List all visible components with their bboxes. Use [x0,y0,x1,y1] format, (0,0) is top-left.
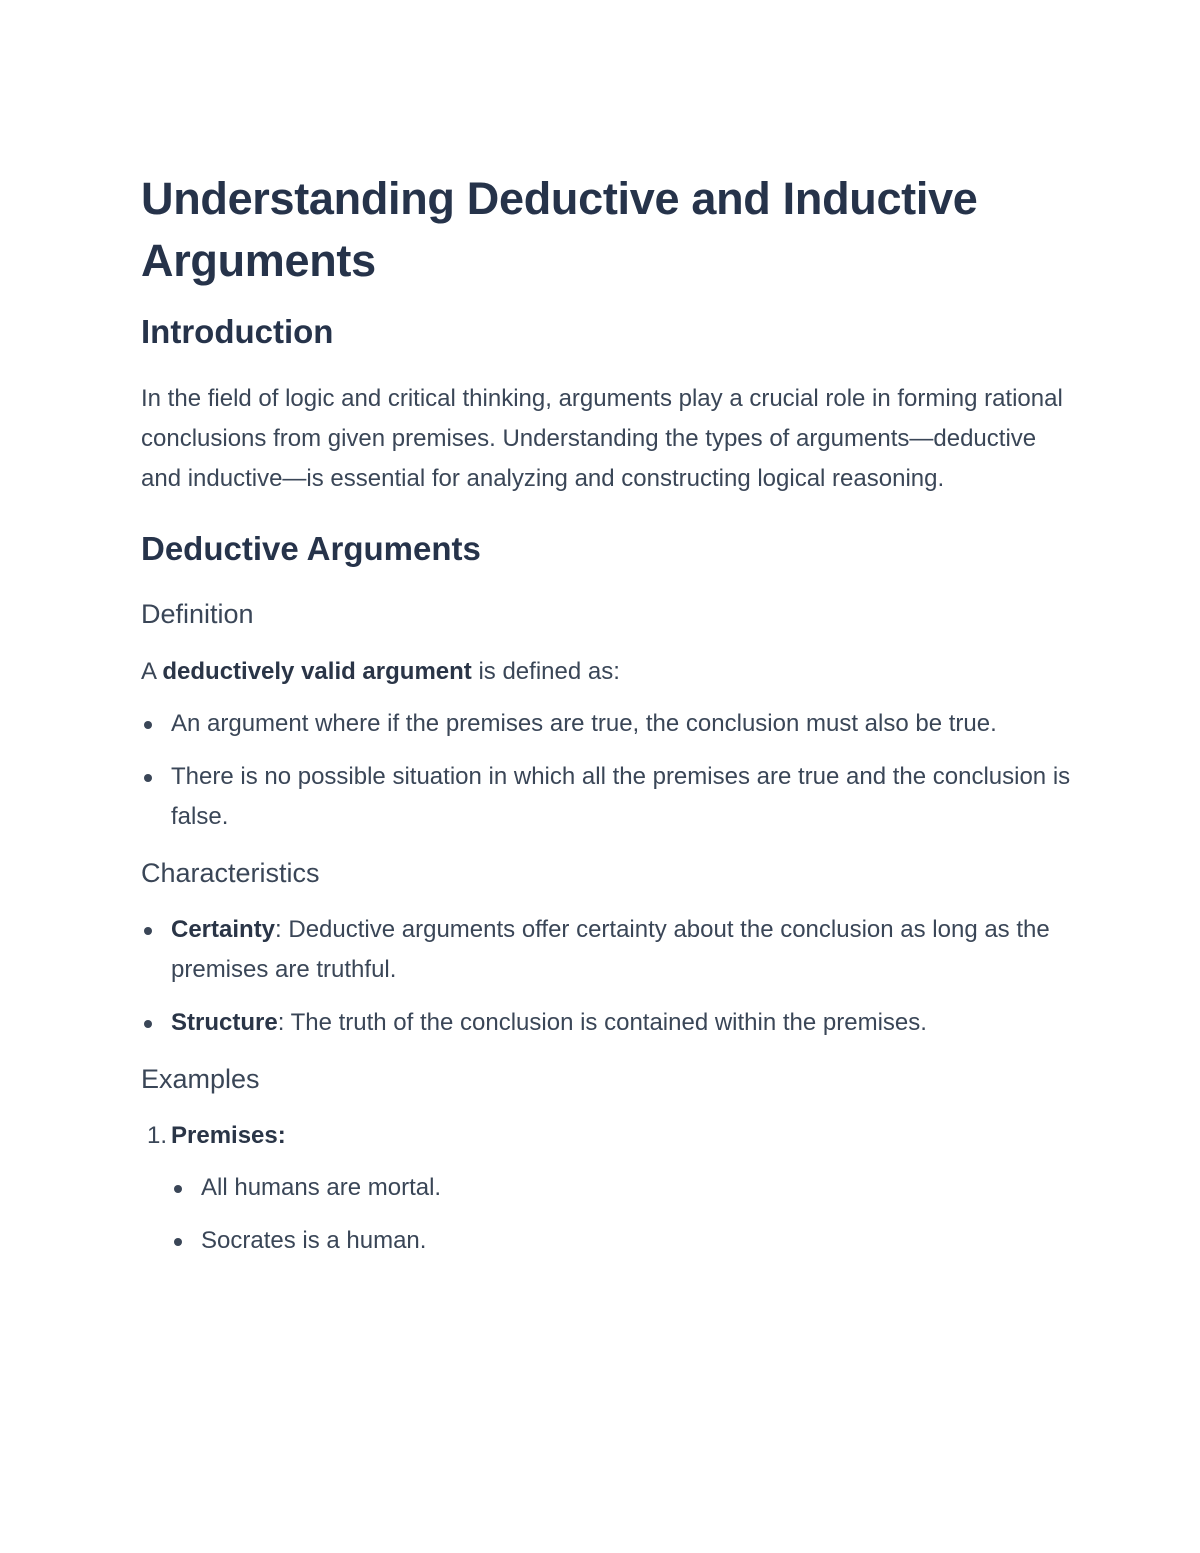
document-page [141,168,1081,1261]
definition-term: deductively valid argument [162,658,472,685]
characteristics-list [141,910,1081,1043]
subheading-characteristics: Characteristics [141,858,320,888]
premises-list [171,1168,1081,1261]
characteristic-text: : Deductive arguments offer certainty about the conclusion as long as the premises are truthful. [171,916,1050,983]
list-item: All humans are mortal. [171,1168,1081,1208]
subheading-examples: Examples [141,1064,260,1094]
document-title: Understanding Deductive and Inductive Arguments [141,173,978,286]
list-item [141,1003,1081,1043]
subheading-definition: Definition [141,599,254,629]
example-label: Premises: [171,1122,286,1149]
characteristic-text: : The truth of the conclusion is contained within the premises. [277,1009,927,1036]
list-item [141,910,1081,990]
characteristic-term: Structure [171,1009,278,1036]
definition-lead [141,652,1081,692]
introduction-paragraph: In the field of logic and critical thinking, arguments play a crucial role in forming rational conclusions from given premises. Understanding the types of arguments—deductive and inductive—is essential for analyzing and constructing logical reasoning. [141,385,1063,492]
section-heading-introduction: Introduction [141,313,334,350]
list-item: There is no possible situation in which all the premises are true and the conclusion is false. [141,757,1081,837]
definition-lead-suffix: is defined as: [471,658,620,685]
list-item: An argument where if the premises are true, the conclusion must also be true. [141,704,1081,744]
characteristic-term: Certainty [171,916,276,943]
list-number: 1. [147,1122,168,1149]
list-item [141,1116,1081,1261]
examples-list [141,1116,1081,1261]
section-heading-deductive: Deductive Arguments [141,530,481,567]
definition-list [141,704,1081,837]
list-item: Socrates is a human. [171,1221,1081,1261]
definition-lead-prefix: A [141,658,163,685]
